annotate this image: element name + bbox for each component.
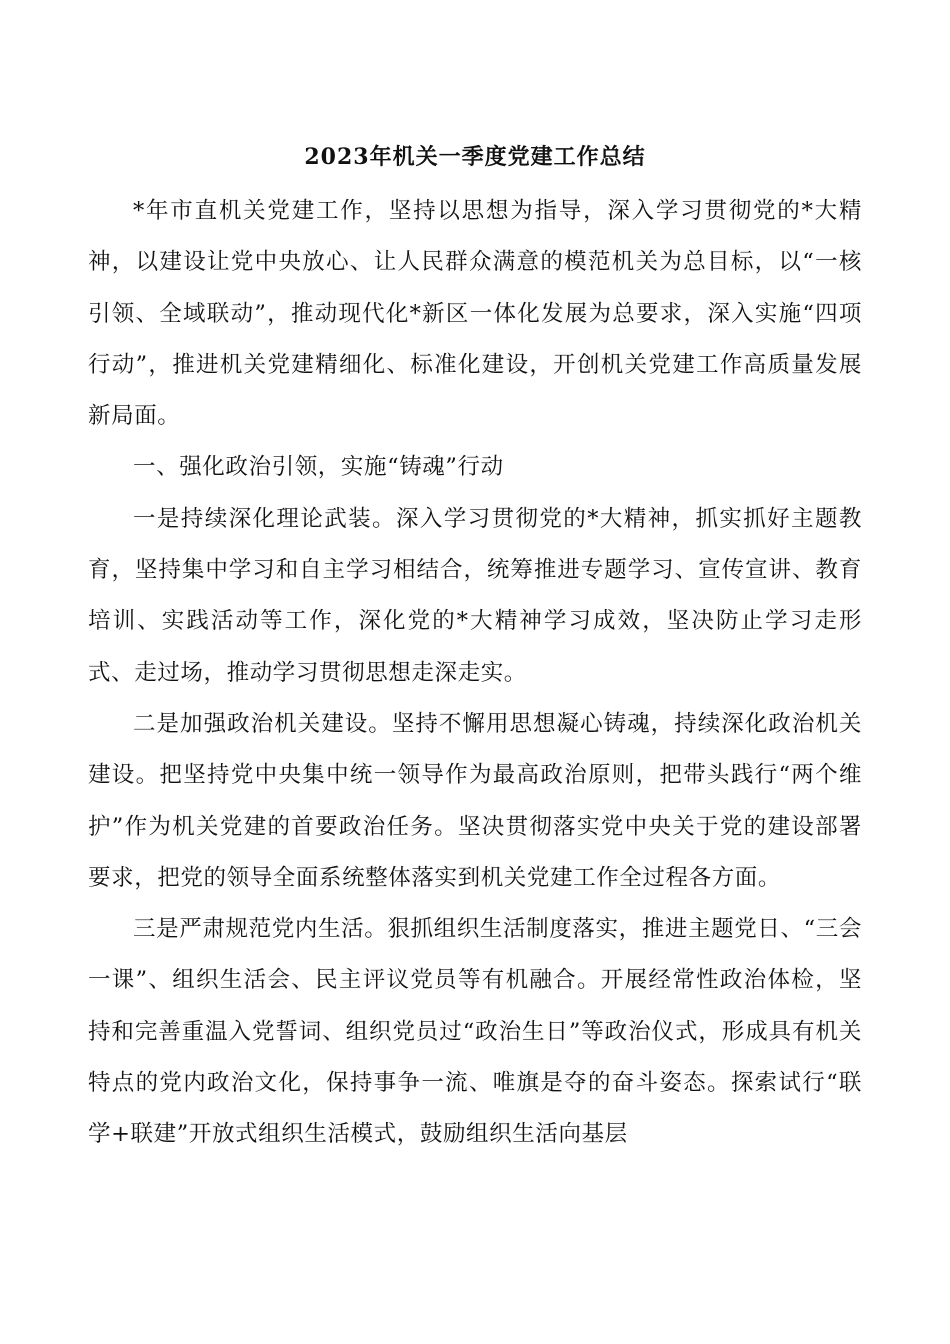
intro-paragraph: *年市直机关党建工作，坚持以思想为指导，深入学习贯彻党的*大精神，以建设让党中央放心、让人民群众满意的模范机关为总目标，以“一核引领、全域联动”，推动现代化*新区一体化发展为总要求，深入实施“四项行动”，推进机关党建精细化、标准化建设，开创机关党建工作高质量发展新局面。: [88, 198, 862, 430]
paragraph-theory-study: 一是持续深化理论武装。深入学习贯彻党的*大精神，抓实抓好主题教育，坚持集中学习和自主学习相结合，统筹推进专题学习、宣传宣讲、教育培训、实践活动等工作，深化党的*大精神学习成效，坚决防止学习走形式、走过场，推动学习贯彻思想走深走实。: [88, 505, 862, 686]
document-body: [88, 186, 862, 1161]
paragraph-political-organ: 二是加强政治机关建设。坚持不懈用思想凝心铸魂，持续深化政治机关建设。把坚持党中央集中统一领导作为最高政治原则，把带头践行“两个维护”作为机关党建的首要政治任务。坚决贯彻落实党中央关于党的建设部署要求，把党的领导全面系统整体落实到机关党建工作全过程各方面。: [88, 710, 862, 891]
section-heading-1: 一、强化政治引领，实施“铸魂”行动: [133, 454, 504, 481]
paragraph-party-life: 三是严肃规范党内生活。狠抓组织生活制度落实，推进主题党日、“三会一课”、组织生活会、民主评议党员等有机融合。开展经常性政治体检，坚持和完善重温入党誓词、组织党员过“政治生日”等政治仪式，形成具有机关特点的党内政治文化，保持事争一流、唯旗是夺的奋斗姿态。探索试行“联学+联建”开放式组织生活模式，鼓励组织生活向基层: [88, 916, 862, 1148]
document-title: 2023年机关一季度党建工作总结: [304, 144, 646, 170]
